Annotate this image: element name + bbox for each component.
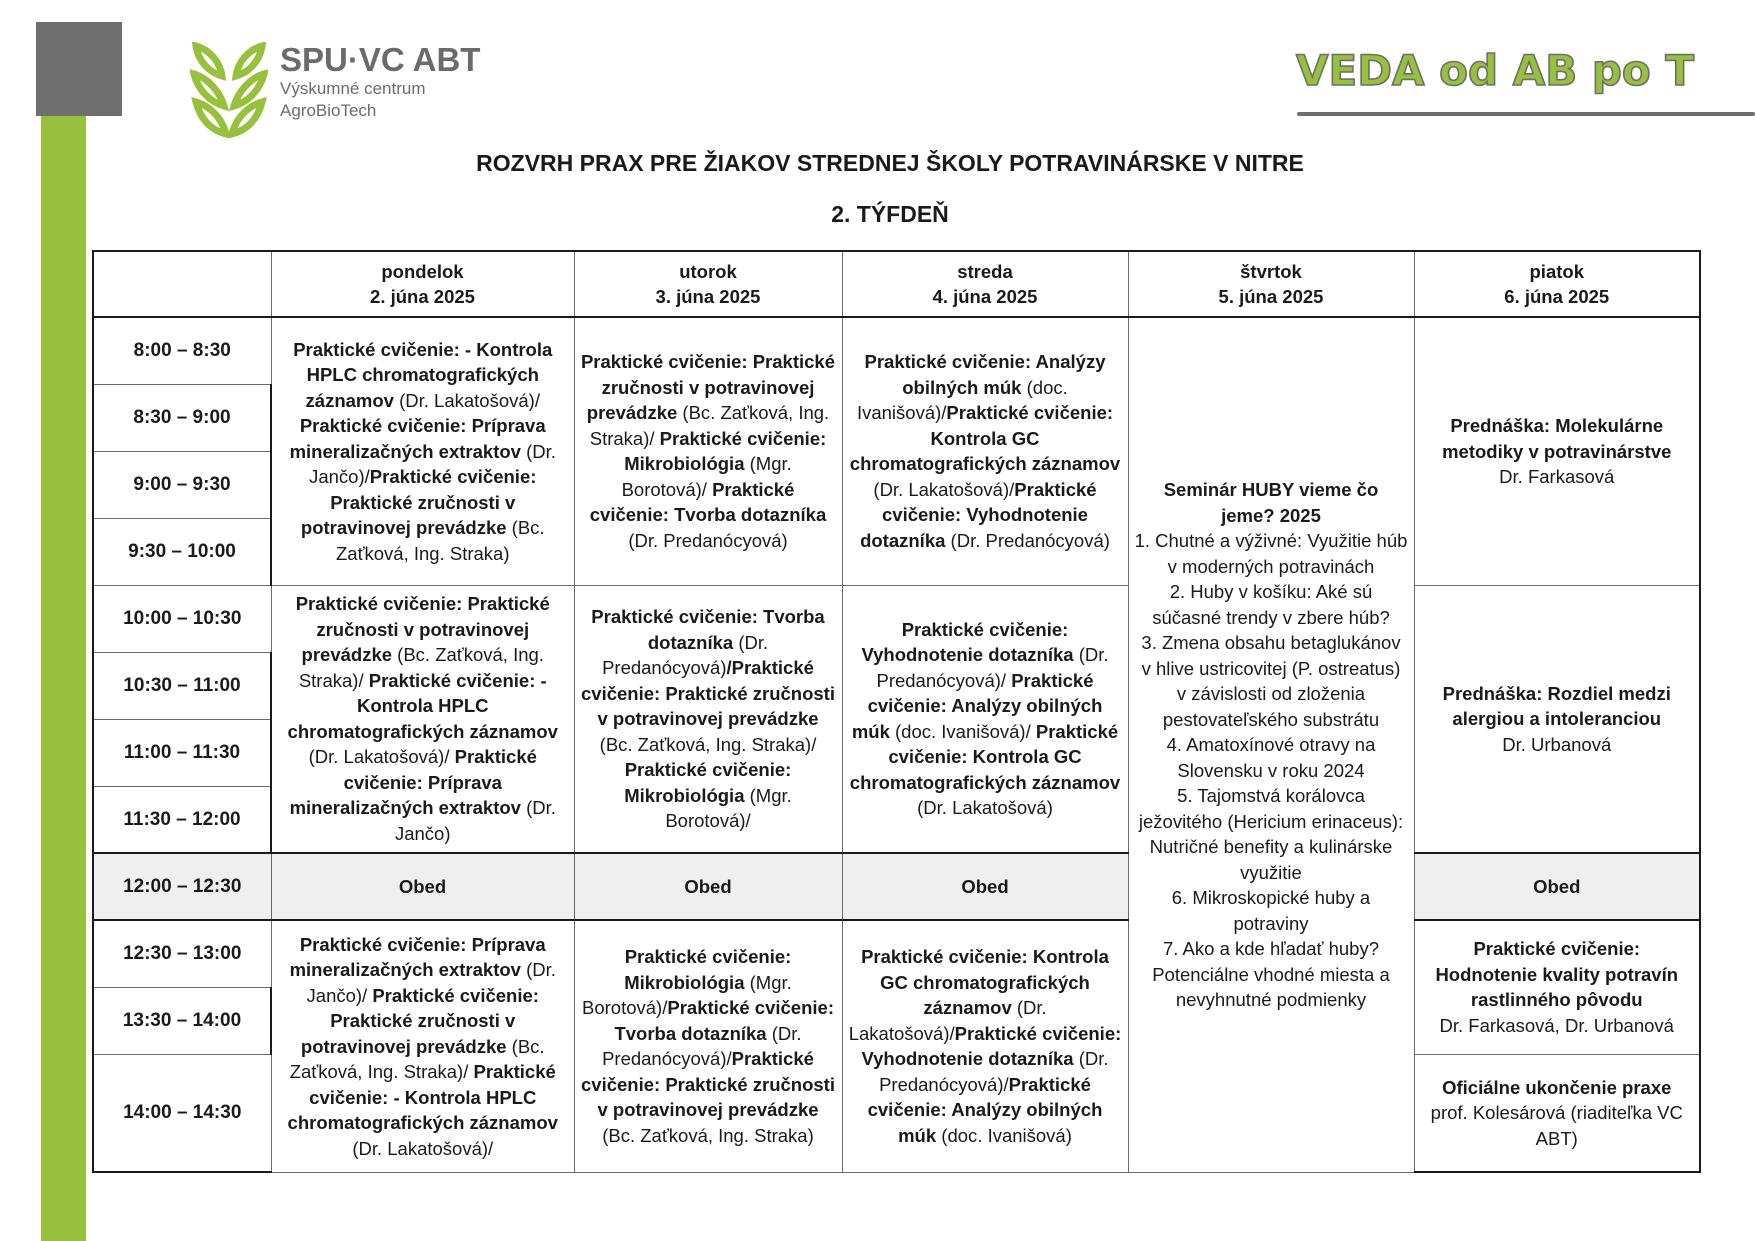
seminar-item: 5. Tajomstvá korálovca ježovitého (Hericium erinaceus): Nutričné benefity a kulinárske využitie (1138, 785, 1404, 883)
time-slot: 11:00 – 11:30 (93, 719, 271, 786)
activity-title: Praktické cvičenie: Vyhodnotenie dotazníka (860, 478, 1097, 551)
activity-cell (842, 585, 1128, 853)
activity-instructor: (doc. Ivanišová) (936, 1124, 1072, 1146)
day-header: piatok 6. júna 2025 (1414, 251, 1700, 317)
activity-instructor: (Dr. Predanócyová) (602, 631, 769, 678)
activity-instructor: (Bc. Zaťková, Ing. Straka) (335, 517, 545, 564)
day-header: pondelok 2. júna 2025 (271, 251, 574, 317)
lecture-cell (1414, 317, 1700, 585)
week-label: 2. TÝFDEŇ (831, 201, 949, 227)
closing-title: Oficiálne ukončenie praxe (1442, 1076, 1672, 1098)
lecturer: Dr. Farkasová (1499, 466, 1615, 487)
activity-title: Praktické cvičenie: Praktické zručnosti v potravinovej prevádzke (300, 466, 537, 538)
time-slot: 14:00 – 14:30 (93, 1054, 271, 1172)
activity-instructor: (Dr. Jančo)/ (306, 959, 556, 1006)
activity-title: Praktické cvičenie: Mikrobiológia (624, 427, 827, 475)
activity-instructor: (doc. Ivanišová)/ (889, 720, 1036, 742)
table-row (93, 585, 1700, 652)
activity-instructor: (doc. Ivanišová)/ (856, 376, 1068, 424)
activity-instructor: (Dr. Lakatošová)/ (393, 389, 540, 411)
logo-subtitle: Výskumné centrum (280, 79, 426, 98)
time-slot: 10:30 – 11:00 (93, 652, 271, 719)
activity-instructor: (Bc. Zaťková, Ing. Straka)/ (589, 402, 830, 449)
decorative-green-bar (41, 116, 86, 1241)
activity-title: Praktické cvičenie: Vyhodnotenie dotazníka (861, 618, 1074, 666)
lecture-cell (1414, 585, 1700, 853)
activity-instructor: (Dr. Predanócyová)/ (602, 1022, 802, 1070)
lunch-cell: Obed (1414, 853, 1700, 920)
table-row (93, 920, 1700, 987)
activity-title: Praktické cvičenie: Mikrobiológia (624, 946, 792, 993)
activity-instructor: (Dr. Predanócyová)/ (876, 644, 1109, 691)
spu-vc-abt-logo (190, 42, 480, 138)
activity-cell (842, 317, 1128, 585)
activity-title: Praktické cvičenie: Analýzy obilných múk (867, 1073, 1103, 1146)
seminar-cell (1128, 317, 1414, 1172)
activity-title: Praktické cvičenie: Praktické zručnosti v potravinovej prevádzke (295, 593, 550, 666)
seminar-title: Seminár HUBY vieme čo jeme? 2025 (1163, 479, 1379, 526)
seminar-item: 2. Huby v košíku: Aké sú súčasné trendy v zbere húb? (1152, 581, 1390, 628)
document-title: ROZVRH PRAX PRE ŽIAKOV STREDNEJ ŠKOLY POTRAVINÁRSKE V NITRE (476, 150, 1304, 176)
table-header-row (93, 251, 1700, 317)
activity-title: Praktické cvičenie: Vyhodnotenie dotazníka (861, 1022, 1122, 1070)
time-slot: 10:00 – 10:30 (93, 585, 271, 652)
lunch-cell: Obed (574, 853, 842, 920)
activity-instructor: (Dr. Predanócyová) (945, 529, 1110, 551)
activity-title: Praktické cvičenie: Príprava mineralizačných extraktov (289, 933, 546, 980)
activity-cell (271, 585, 574, 853)
lecturer: Dr. Urbanová (1502, 733, 1612, 755)
logo-title: SPU·VC ABT (280, 41, 481, 78)
activity-instructor: (Dr. Lakatošová)/ (308, 746, 455, 768)
activity-instructor: (Bc. Zaťková, Ing. Straka) (602, 1124, 814, 1146)
time-slot: 8:00 – 8:30 (93, 317, 271, 384)
time-slot: 12:00 – 12:30 (93, 853, 271, 920)
corner-cell (93, 251, 271, 317)
logo-subtitle: AgroBioTech (280, 101, 377, 120)
lecturer: Dr. Farkasová, Dr. Urbanová (1439, 1014, 1674, 1036)
activity-cell (574, 317, 842, 585)
activity-title: Praktické cvičenie: Analýzy obilných múk (851, 669, 1103, 742)
activity-instructor: (Mgr. Borotová)/ (621, 453, 792, 500)
table-row (93, 317, 1700, 384)
seminar-item: 6. Mikroskopické huby a potraviny (1171, 887, 1371, 934)
activity-title: Praktické cvičenie: Praktické zručnosti v potravinovej prevádzke (300, 984, 539, 1057)
brand-slogan: VEDA od AB po T (1296, 46, 1695, 95)
time-slot: 9:00 – 9:30 (93, 451, 271, 518)
activity-title: Praktické cvičenie: - Kontrola HPLC chromatografických záznamov (293, 338, 553, 411)
closing-person: prof. Kolesárová (riaditeľka VC ABT) (1430, 1102, 1683, 1149)
activity-title: Praktické cvičenie: Kontrola GC chromatografických záznamov (861, 946, 1109, 1019)
activity-cell (271, 920, 574, 1172)
activity-instructor: (Dr. Lakatošová) (917, 797, 1053, 819)
activity-title: Praktické cvičenie: Analýzy obilných múk (864, 351, 1106, 398)
activity-title: Praktické cvičenie: Kontrola GC chromatografických záznamov (849, 720, 1121, 793)
activity-title: /Praktické cvičenie: Praktické zručnosti v potravinovej prevádzke (581, 657, 835, 729)
day-header: štvrtok 5. júna 2025 (1128, 251, 1414, 317)
activity-cell (574, 920, 842, 1172)
lunch-cell: Obed (842, 853, 1128, 920)
activity-title: Praktické cvičenie: Kontrola GC chromatografických záznamov (849, 402, 1121, 475)
lunch-row (93, 853, 1700, 920)
activity-title: Praktické cvičenie: Tvorba dotazníka (591, 606, 825, 653)
activity-instructor: (Dr. Jančo)/ (309, 440, 556, 487)
activity-cell (271, 317, 574, 585)
seminar-item: 3. Zmena obsahu betaglukánov v hlive ustricovitej (P. ostreatus) v závislosti od zloženia pestovateľského substrátu (1141, 632, 1401, 730)
schedule-table (92, 250, 1701, 1173)
activity-instructor: (Dr. Lakatošová)/ (873, 478, 1015, 500)
decorative-gray-square (36, 22, 122, 116)
wheat-leaves-icon (190, 42, 268, 138)
activity-title: Praktické cvičenie: Praktické zručnosti v potravinovej prevádzke (580, 351, 836, 424)
activity-instructor: (Dr. Predanócyová)/ (879, 1048, 1109, 1095)
time-slot: 13:30 – 14:00 (93, 987, 271, 1054)
activity-instructor: (Mgr. Borotová)/ (665, 784, 792, 831)
activity-title: Praktické cvičenie: Hodnotenie kvality potravín rastlinného pôvodu (1435, 938, 1679, 1011)
time-slot: 9:30 – 10:00 (93, 518, 271, 585)
seminar-item: 1. Chutné a výživné: Využitie húb v moderných potravinách (1134, 530, 1408, 577)
activity-cell (574, 585, 842, 853)
activity-instructor: (Bc. Zaťková, Ing. Straka)/ (289, 1035, 545, 1082)
activity-cell (842, 920, 1128, 1172)
time-slot: 8:30 – 9:00 (93, 384, 271, 451)
activity-title: Praktické cvičenie: Mikrobiológia (624, 759, 792, 806)
activity-instructor: (Mgr. Borotová)/ (582, 971, 792, 1019)
time-slot: 12:30 – 13:00 (93, 920, 271, 987)
activity-instructor: (Dr. Jančo) (394, 797, 556, 844)
lunch-cell: Obed (271, 853, 574, 920)
lecture-title: Prednáška: Molekulárne metodiky v potravinárstve (1442, 415, 1672, 462)
activity-instructor: (Bc. Zaťková, Ing. Straka)/ (298, 644, 544, 691)
activity-instructor: (Dr. Lakatošová)/ (352, 1137, 494, 1159)
activity-title: Praktické cvičenie: - Kontrola HPLC chromatografických záznamov (287, 669, 558, 742)
activity-instructor: (Dr. Lakatošová)/ (848, 997, 1047, 1044)
day-header: utorok 3. júna 2025 (574, 251, 842, 317)
activity-cell (1414, 920, 1700, 1054)
lecture-title: Prednáška: Rozdiel medzi alergiou a intoleranciou (1442, 682, 1671, 729)
activity-title: Praktické cvičenie: Príprava mineralizačných extraktov (289, 415, 546, 462)
seminar-item: 4. Amatoxínové otravy na Slovensku v roku 2024 (1166, 734, 1376, 781)
time-slot: 11:30 – 12:00 (93, 786, 271, 853)
brand-underline (1297, 112, 1755, 116)
activity-title: Praktické cvičenie: Praktické zručnosti v potravinovej prevádzke (581, 1048, 835, 1121)
day-header: streda 4. júna 2025 (842, 251, 1128, 317)
activity-title: Praktické cvičenie: Tvorba dotazníka (589, 478, 827, 526)
activity-instructor: (Bc. Zaťková, Ing. Straka)/ (599, 733, 817, 755)
activity-title: Praktické cvičenie: Tvorba dotazníka (614, 997, 834, 1044)
activity-title: Praktické cvičenie: Príprava mineralizačných extraktov (289, 746, 537, 819)
closing-cell (1414, 1054, 1700, 1172)
activity-title: Praktické cvičenie: - Kontrola HPLC chromatografických záznamov (287, 1061, 558, 1133)
seminar-item: 7. Ako a kde hľadať huby? Potenciálne vhodné miesta a nevyhnutné podmienky (1152, 938, 1390, 1010)
activity-instructor: (Dr. Predanócyová) (628, 529, 788, 551)
